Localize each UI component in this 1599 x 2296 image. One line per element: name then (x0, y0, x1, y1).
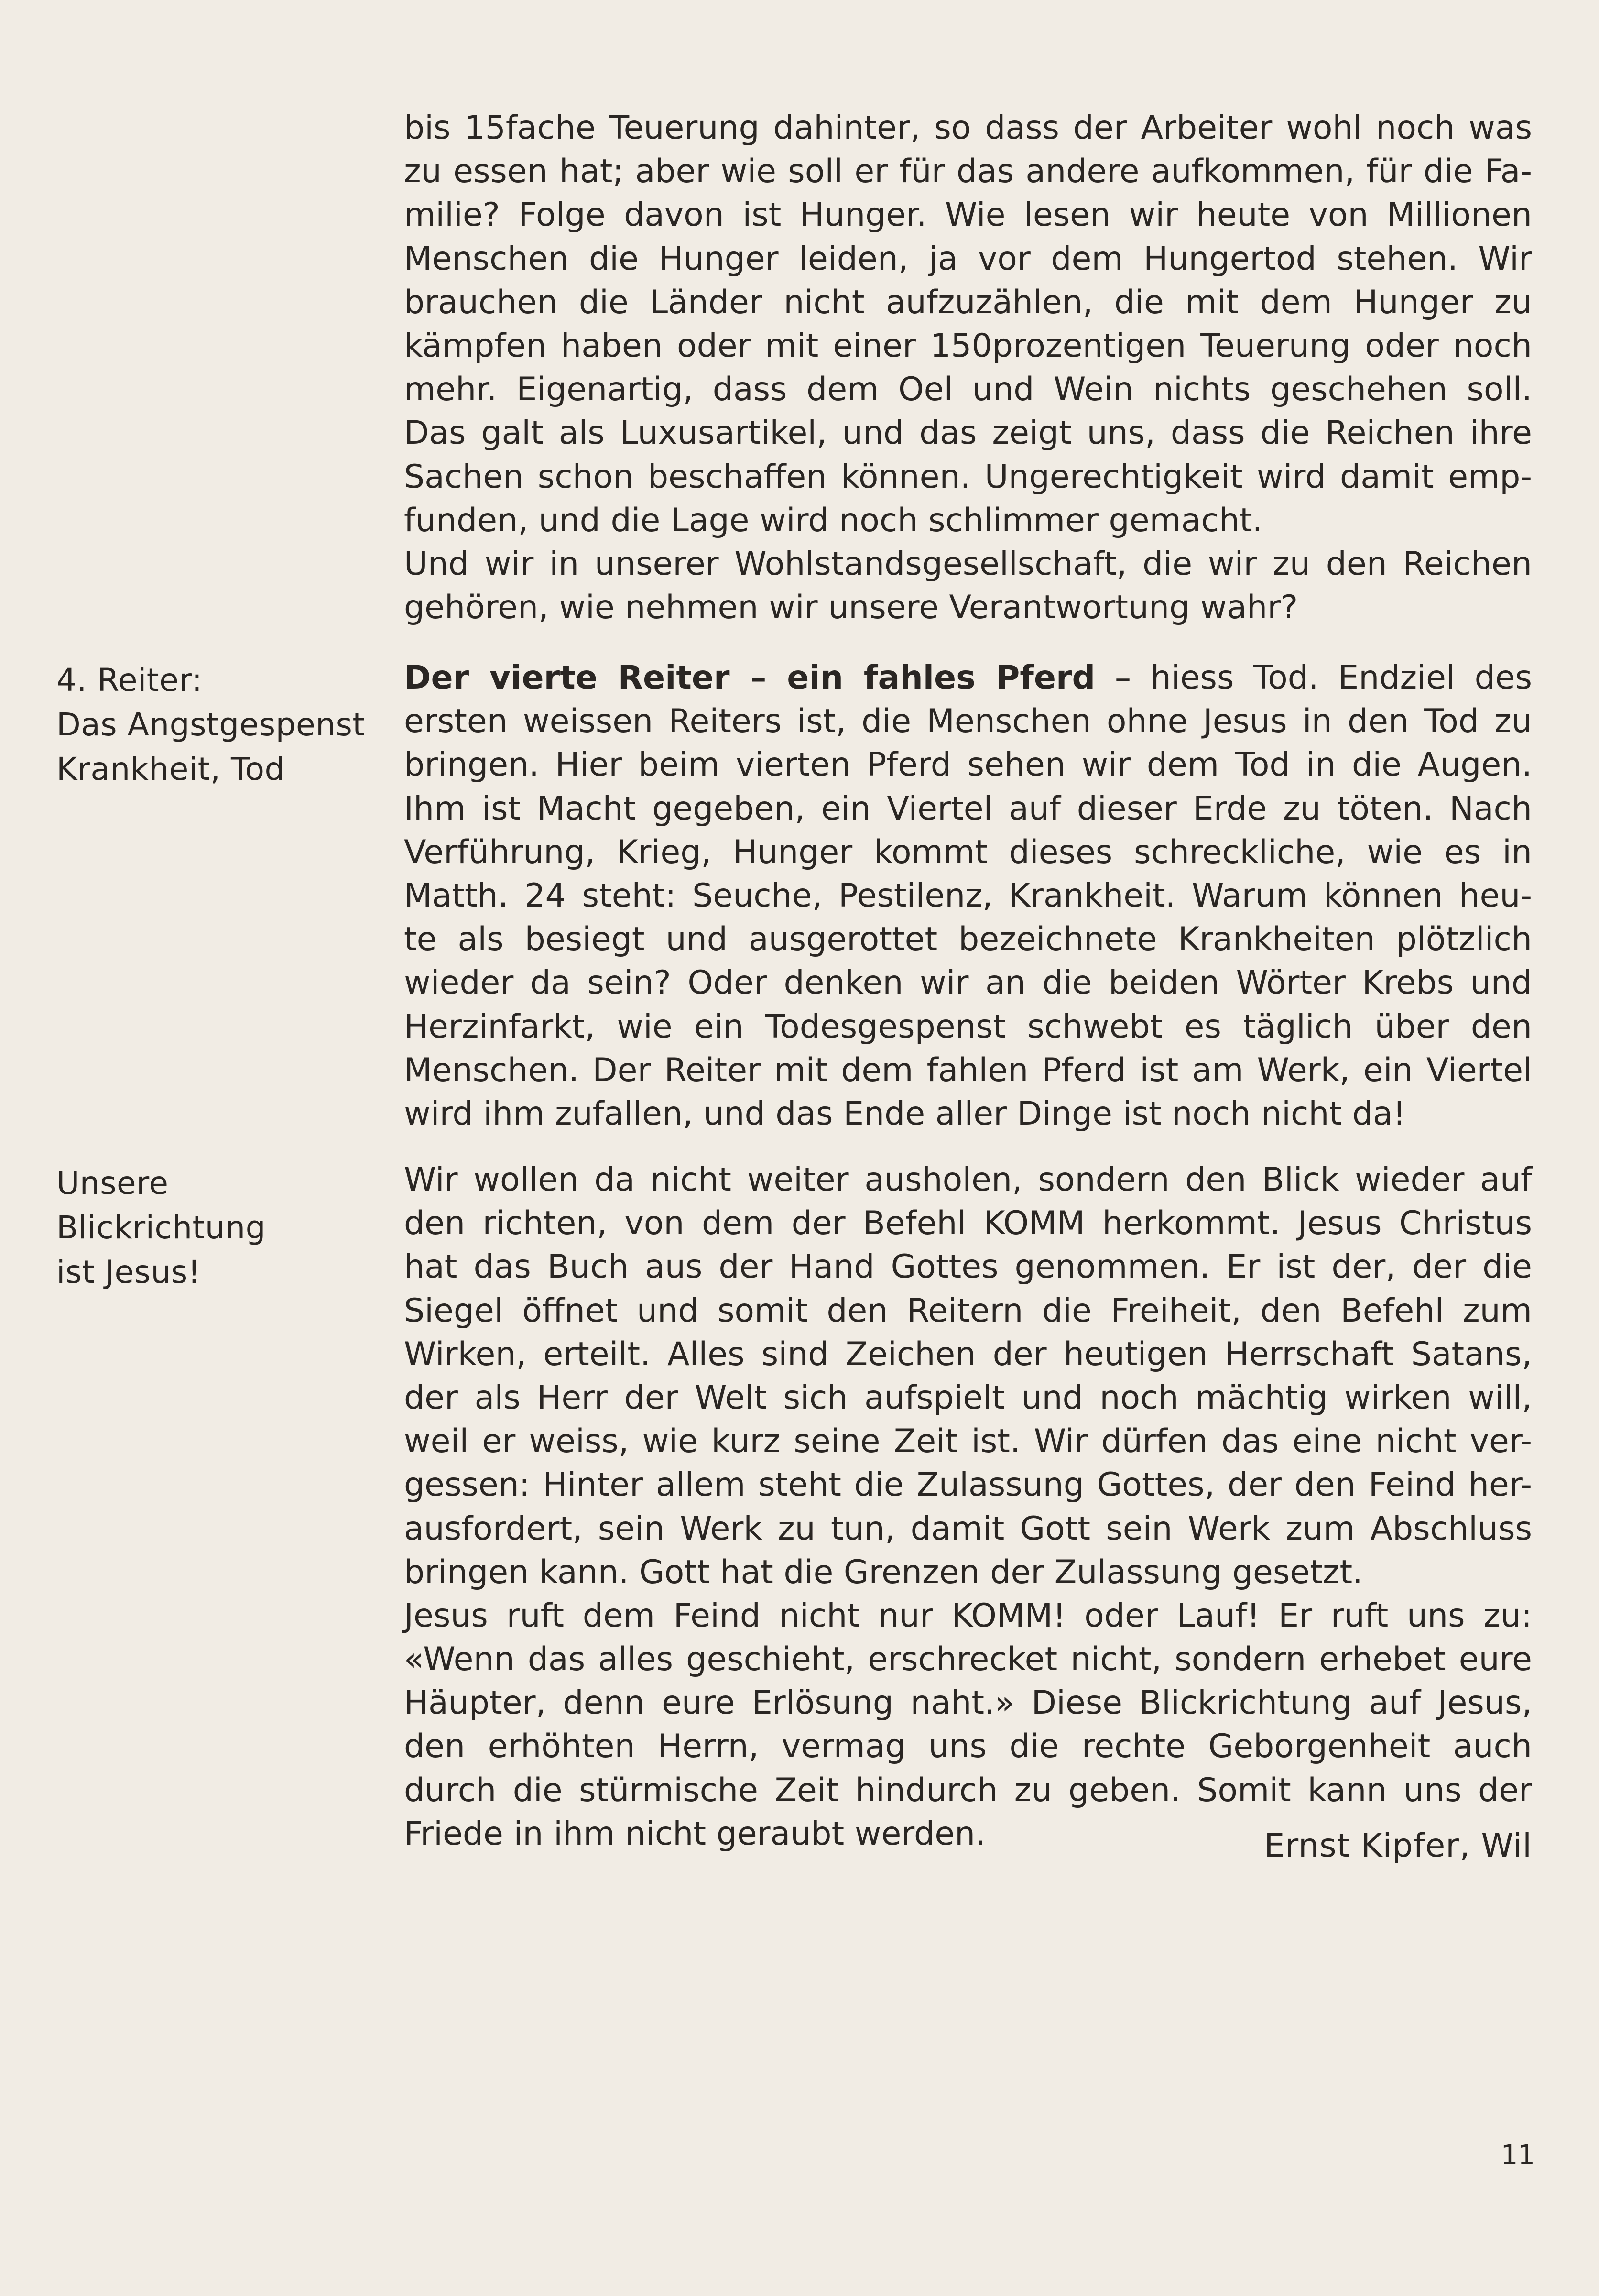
margin-note-line: ist Jesus! (56, 1254, 201, 1290)
text-line: weil er weiss, wie kurz seine Zeit ist. Wir dürfen das eine nicht ver- (404, 1422, 1532, 1461)
text-line: bis 15fache Teuerung dahinter, so dass der Arbeiter wohl noch was (404, 109, 1532, 147)
text-line: Ihm ist Macht gegeben, ein Viertel auf dieser Erde zu töten. Nach (404, 789, 1532, 828)
text-line: Menschen. Der Reiter mit dem fahlen Pferd ist am Werk, ein Viertel (404, 1051, 1532, 1089)
text-line: der als Herr der Welt sich aufspielt und noch mächtig wirken will, (404, 1378, 1532, 1417)
section-heading: Der vierte Reiter – ein fahles Pferd (404, 659, 1096, 697)
text-line: brauchen die Länder nicht aufzuzählen, die mit dem Hunger zu (404, 283, 1532, 321)
text-line: Matth. 24 steht: Seuche, Pestilenz, Krankheit. Warum können heu- (404, 876, 1532, 915)
text-line: gehören, wie nehmen wir unsere Verantwortung wahr? (404, 589, 1298, 627)
text-line: milie? Folge davon ist Hunger. Wie lesen wir heute von Millionen (404, 196, 1532, 234)
margin-note-line: Blickrichtung (56, 1209, 266, 1246)
text-line: gessen: Hinter allem steht die Zulassung Gottes, der den Feind her- (404, 1466, 1532, 1504)
text-line (404, 656, 1532, 700)
text-line: wird ihm zufallen, und das Ende aller Dinge ist noch nicht da! (404, 1094, 1406, 1133)
heading-continuation: – hiess Tod. Endziel des (1095, 659, 1532, 697)
text-line: Herzinfarkt, wie ein Todesgespenst schwebt es täglich über den (404, 1007, 1532, 1046)
paragraph-hunger (404, 106, 1532, 629)
text-line: bringen. Hier beim vierten Pferd sehen wir dem Tod in die Augen. (404, 746, 1532, 784)
margin-note-focus-on-jesus (56, 1161, 401, 1294)
text-line: kämpfen haben oder mit einer 150prozentigen Teuerung oder noch (404, 327, 1532, 365)
margin-note-line: Unsere (56, 1165, 169, 1202)
text-line: Und wir in unserer Wohlstandsgesellschaft, die wir zu den Reichen (404, 545, 1532, 583)
text-line: den erhöhten Herrn, vermag uns die rechte Geborgenheit auch (404, 1727, 1532, 1766)
text-line: ausfordert, sein Werk zu tun, damit Gott sein Werk zum Abschluss (404, 1509, 1532, 1548)
text-line: ersten weissen Reiters ist, die Menschen ohne Jesus in den Tod zu (404, 702, 1532, 741)
text-line: Siegel öffnet und somit den Reitern die Freiheit, den Befehl zum (404, 1291, 1532, 1330)
text-line: Häupter, denn eure Erlösung naht.» Diese Blickrichtung auf Jesus, (404, 1684, 1532, 1722)
margin-note-line: Das Angstgespenst (56, 706, 365, 743)
margin-note-line: Krankheit, Tod (56, 751, 285, 787)
text-line: Menschen die Hunger leiden, ja vor dem Hungertod stehen. Wir (404, 240, 1532, 278)
text-line: te als besiegt und ausgerottet bezeichnete Krankheiten plötzlich (404, 920, 1532, 959)
text-line: durch die stürmische Zeit hindurch zu geben. Somit kann uns der (404, 1771, 1532, 1809)
text-line: zu essen hat; aber wie soll er für das andere aufkommen, für die Fa- (404, 153, 1532, 191)
text-line: Friede in ihm nicht geraubt werden. (404, 1815, 986, 1853)
text-line: Wir wollen da nicht weiter ausholen, sondern den Blick wieder auf (404, 1161, 1532, 1199)
text-line: funden, und die Lage wird noch schlimmer gemacht. (404, 501, 1263, 539)
text-line: «Wenn das alles geschieht, erschrecket nicht, sondern erhebet eure (404, 1640, 1532, 1679)
text-line: mehr. Eigenartig, dass dem Oel und Wein nichts geschehen soll. (404, 371, 1532, 409)
text-line: bringen kann. Gott hat die Grenzen der Zulassung gesetzt. (404, 1553, 1363, 1591)
text-line: den richten, von dem der Befehl KOMM herkommt. Jesus Christus (404, 1204, 1532, 1243)
paragraph-fourth-rider (404, 656, 1532, 1136)
text-line: Verführung, Krieg, Hunger kommt dieses schreckliche, wie es in (404, 833, 1532, 871)
text-line: Das galt als Luxusartikel, und das zeigt uns, dass die Reichen ihre (404, 414, 1532, 452)
margin-note-fourth-rider (56, 658, 401, 791)
page-number: 11 (1501, 2140, 1535, 2171)
text-line: Wirken, erteilt. Alles sind Zeichen der heutigen Herrschaft Satans, (404, 1335, 1532, 1373)
text-line: wieder da sein? Oder denken wir an die beiden Wörter Krebs und (404, 964, 1532, 1002)
text-line: Sachen schon beschaffen können. Ungerechtigkeit wird damit emp- (404, 458, 1532, 496)
paragraph-focus (404, 1158, 1532, 1856)
author-signature: Ernst Kipfer, Wil (1264, 1827, 1532, 1865)
margin-note-line: 4. Reiter: (56, 662, 203, 699)
text-line: Jesus ruft dem Feind nicht nur KOMM! oder Lauf! Er ruft uns zu: (404, 1596, 1532, 1635)
text-line: hat das Buch aus der Hand Gottes genommen. Er ist der, der die (404, 1248, 1532, 1286)
